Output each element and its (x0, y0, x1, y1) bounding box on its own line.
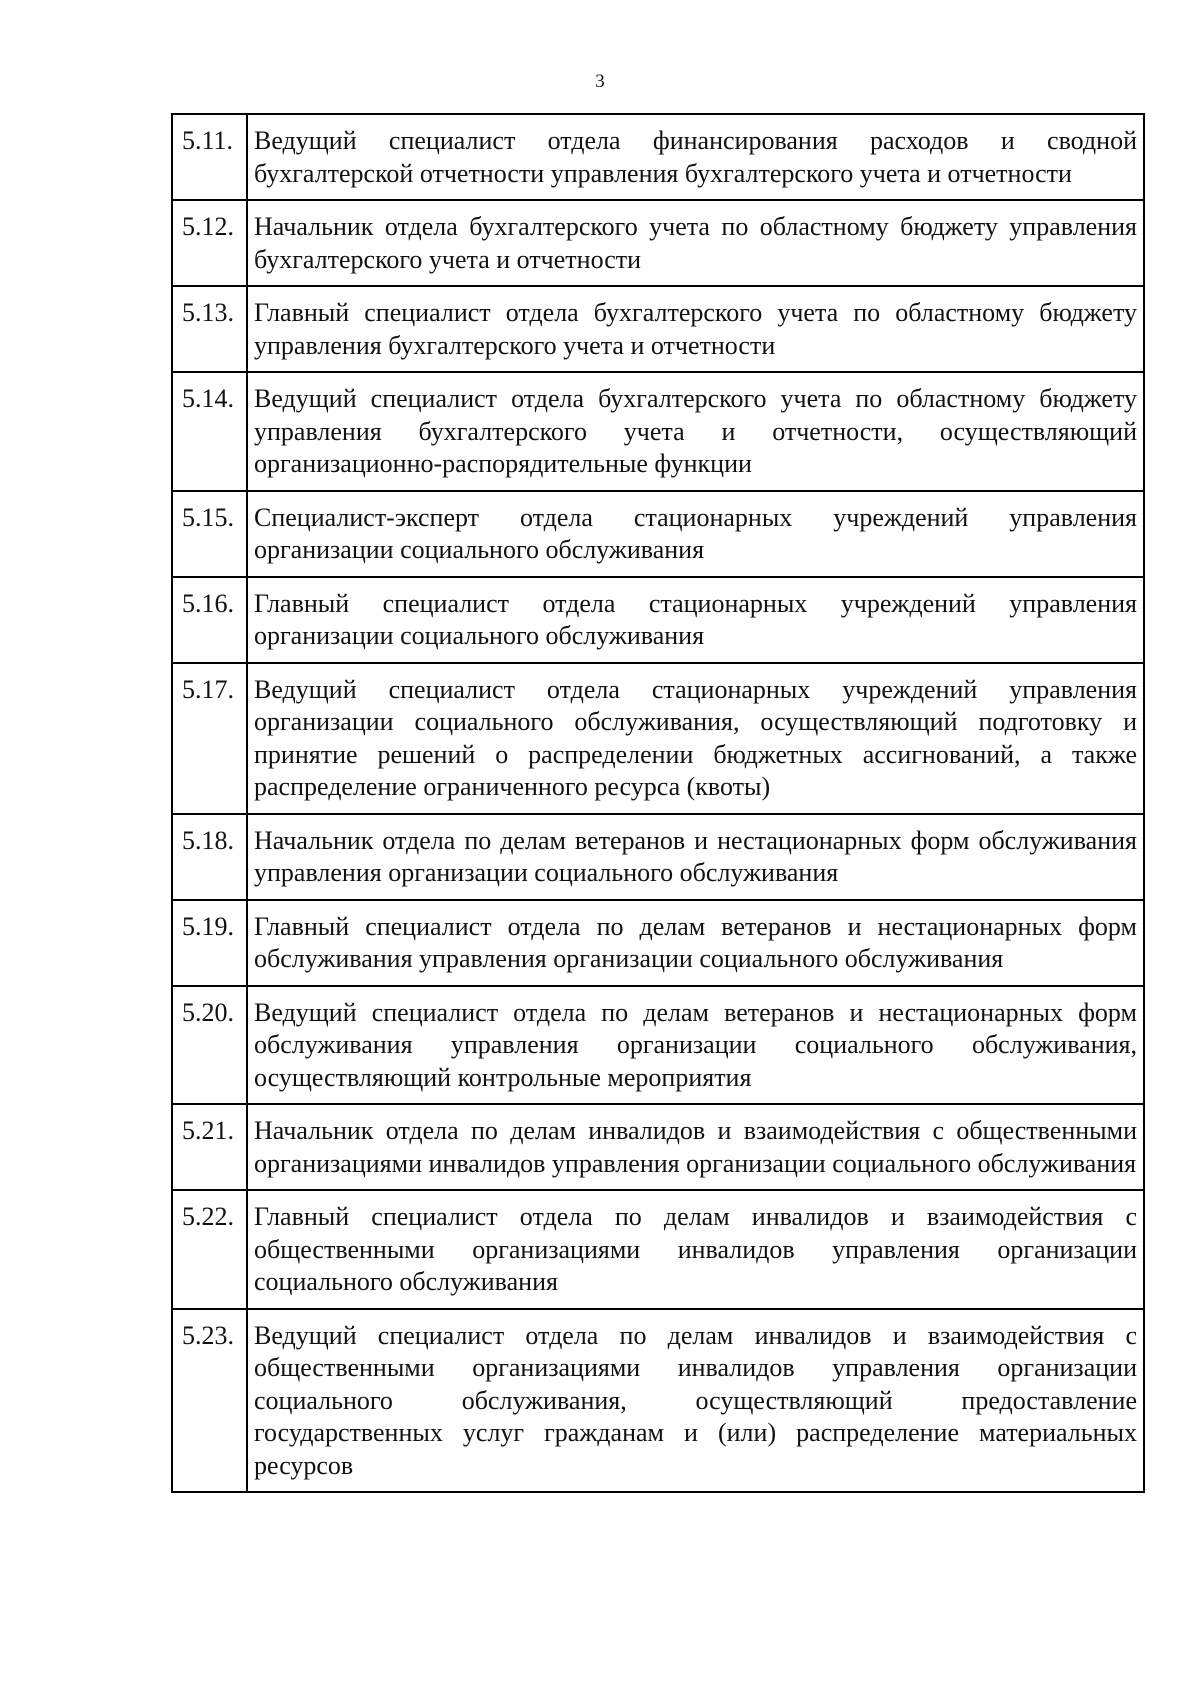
row-number: 5.15. (172, 491, 247, 577)
position-title: Главный специалист отдела стационарных учреждений управления организации социального обслуживания (247, 577, 1144, 663)
table-row (172, 1309, 1144, 1493)
table-row (172, 814, 1144, 900)
position-title: Ведущий специалист отдела по делам инвалидов и взаимодействия с общественными организациями инвалидов управления организации социального обслуживания, осуществляющий предоставление государственных услуг гражданам и (или) распределение материальных ресурсов (247, 1309, 1144, 1493)
table-row (172, 491, 1144, 577)
position-title: Ведущий специалист отдела финансирования расходов и сводной бухгалтерской отчетности управления бухгалтерского учета и отчетности (247, 114, 1144, 200)
table-row (172, 900, 1144, 986)
row-number: 5.11. (172, 114, 247, 200)
table-row (172, 1104, 1144, 1190)
positions-table-body (172, 114, 1144, 1492)
position-title: Ведущий специалист отдела бухгалтерского учета по областному бюджету управления бухгалтерского учета и отчетности, осуществляющий организационно-распорядительные функции (247, 372, 1144, 491)
table-row (172, 200, 1144, 286)
row-number: 5.22. (172, 1190, 247, 1309)
position-title: Начальник отдела бухгалтерского учета по областному бюджету управления бухгалтерского учета и отчетности (247, 200, 1144, 286)
table-row (172, 286, 1144, 372)
row-number: 5.23. (172, 1309, 247, 1493)
table-row (172, 114, 1144, 200)
table-row (172, 372, 1144, 491)
page-number: 3 (595, 71, 605, 92)
position-title: Начальник отдела по делам инвалидов и взаимодействия с общественными организациями инвалидов управления организации социального обслуживания (247, 1104, 1144, 1190)
position-title: Начальник отдела по делам ветеранов и нестационарных форм обслуживания управления организации социального обслуживания (247, 814, 1144, 900)
position-title: Ведущий специалист отдела стационарных учреждений управления организации социального обслуживания, осуществляющий подготовку и принятие решений о распределении бюджетных ассигнований, а также распределение ограниченного ресурса (квоты) (247, 663, 1144, 814)
row-number: 5.14. (172, 372, 247, 491)
position-title: Главный специалист отдела по делам ветеранов и нестационарных форм обслуживания управления организации социального обслуживания (247, 900, 1144, 986)
table-row (172, 663, 1144, 814)
position-title: Главный специалист отдела бухгалтерского учета по областному бюджету управления бухгалтерского учета и отчетности (247, 286, 1144, 372)
row-number: 5.17. (172, 663, 247, 814)
row-number: 5.13. (172, 286, 247, 372)
row-number: 5.20. (172, 986, 247, 1105)
table-row (172, 577, 1144, 663)
row-number: 5.12. (172, 200, 247, 286)
table-row (172, 1190, 1144, 1309)
table-row (172, 986, 1144, 1105)
row-number: 5.19. (172, 900, 247, 986)
row-number: 5.16. (172, 577, 247, 663)
row-number: 5.21. (172, 1104, 247, 1190)
position-title: Главный специалист отдела по делам инвалидов и взаимодействия с общественными организациями инвалидов управления организации социального обслуживания (247, 1190, 1144, 1309)
position-title: Специалист-эксперт отдела стационарных учреждений управления организации социального обслуживания (247, 491, 1144, 577)
position-title: Ведущий специалист отдела по делам ветеранов и нестационарных форм обслуживания управления организации социального обслуживания, осуществляющий контрольные мероприятия (247, 986, 1144, 1105)
positions-table (171, 113, 1145, 1493)
row-number: 5.18. (172, 814, 247, 900)
